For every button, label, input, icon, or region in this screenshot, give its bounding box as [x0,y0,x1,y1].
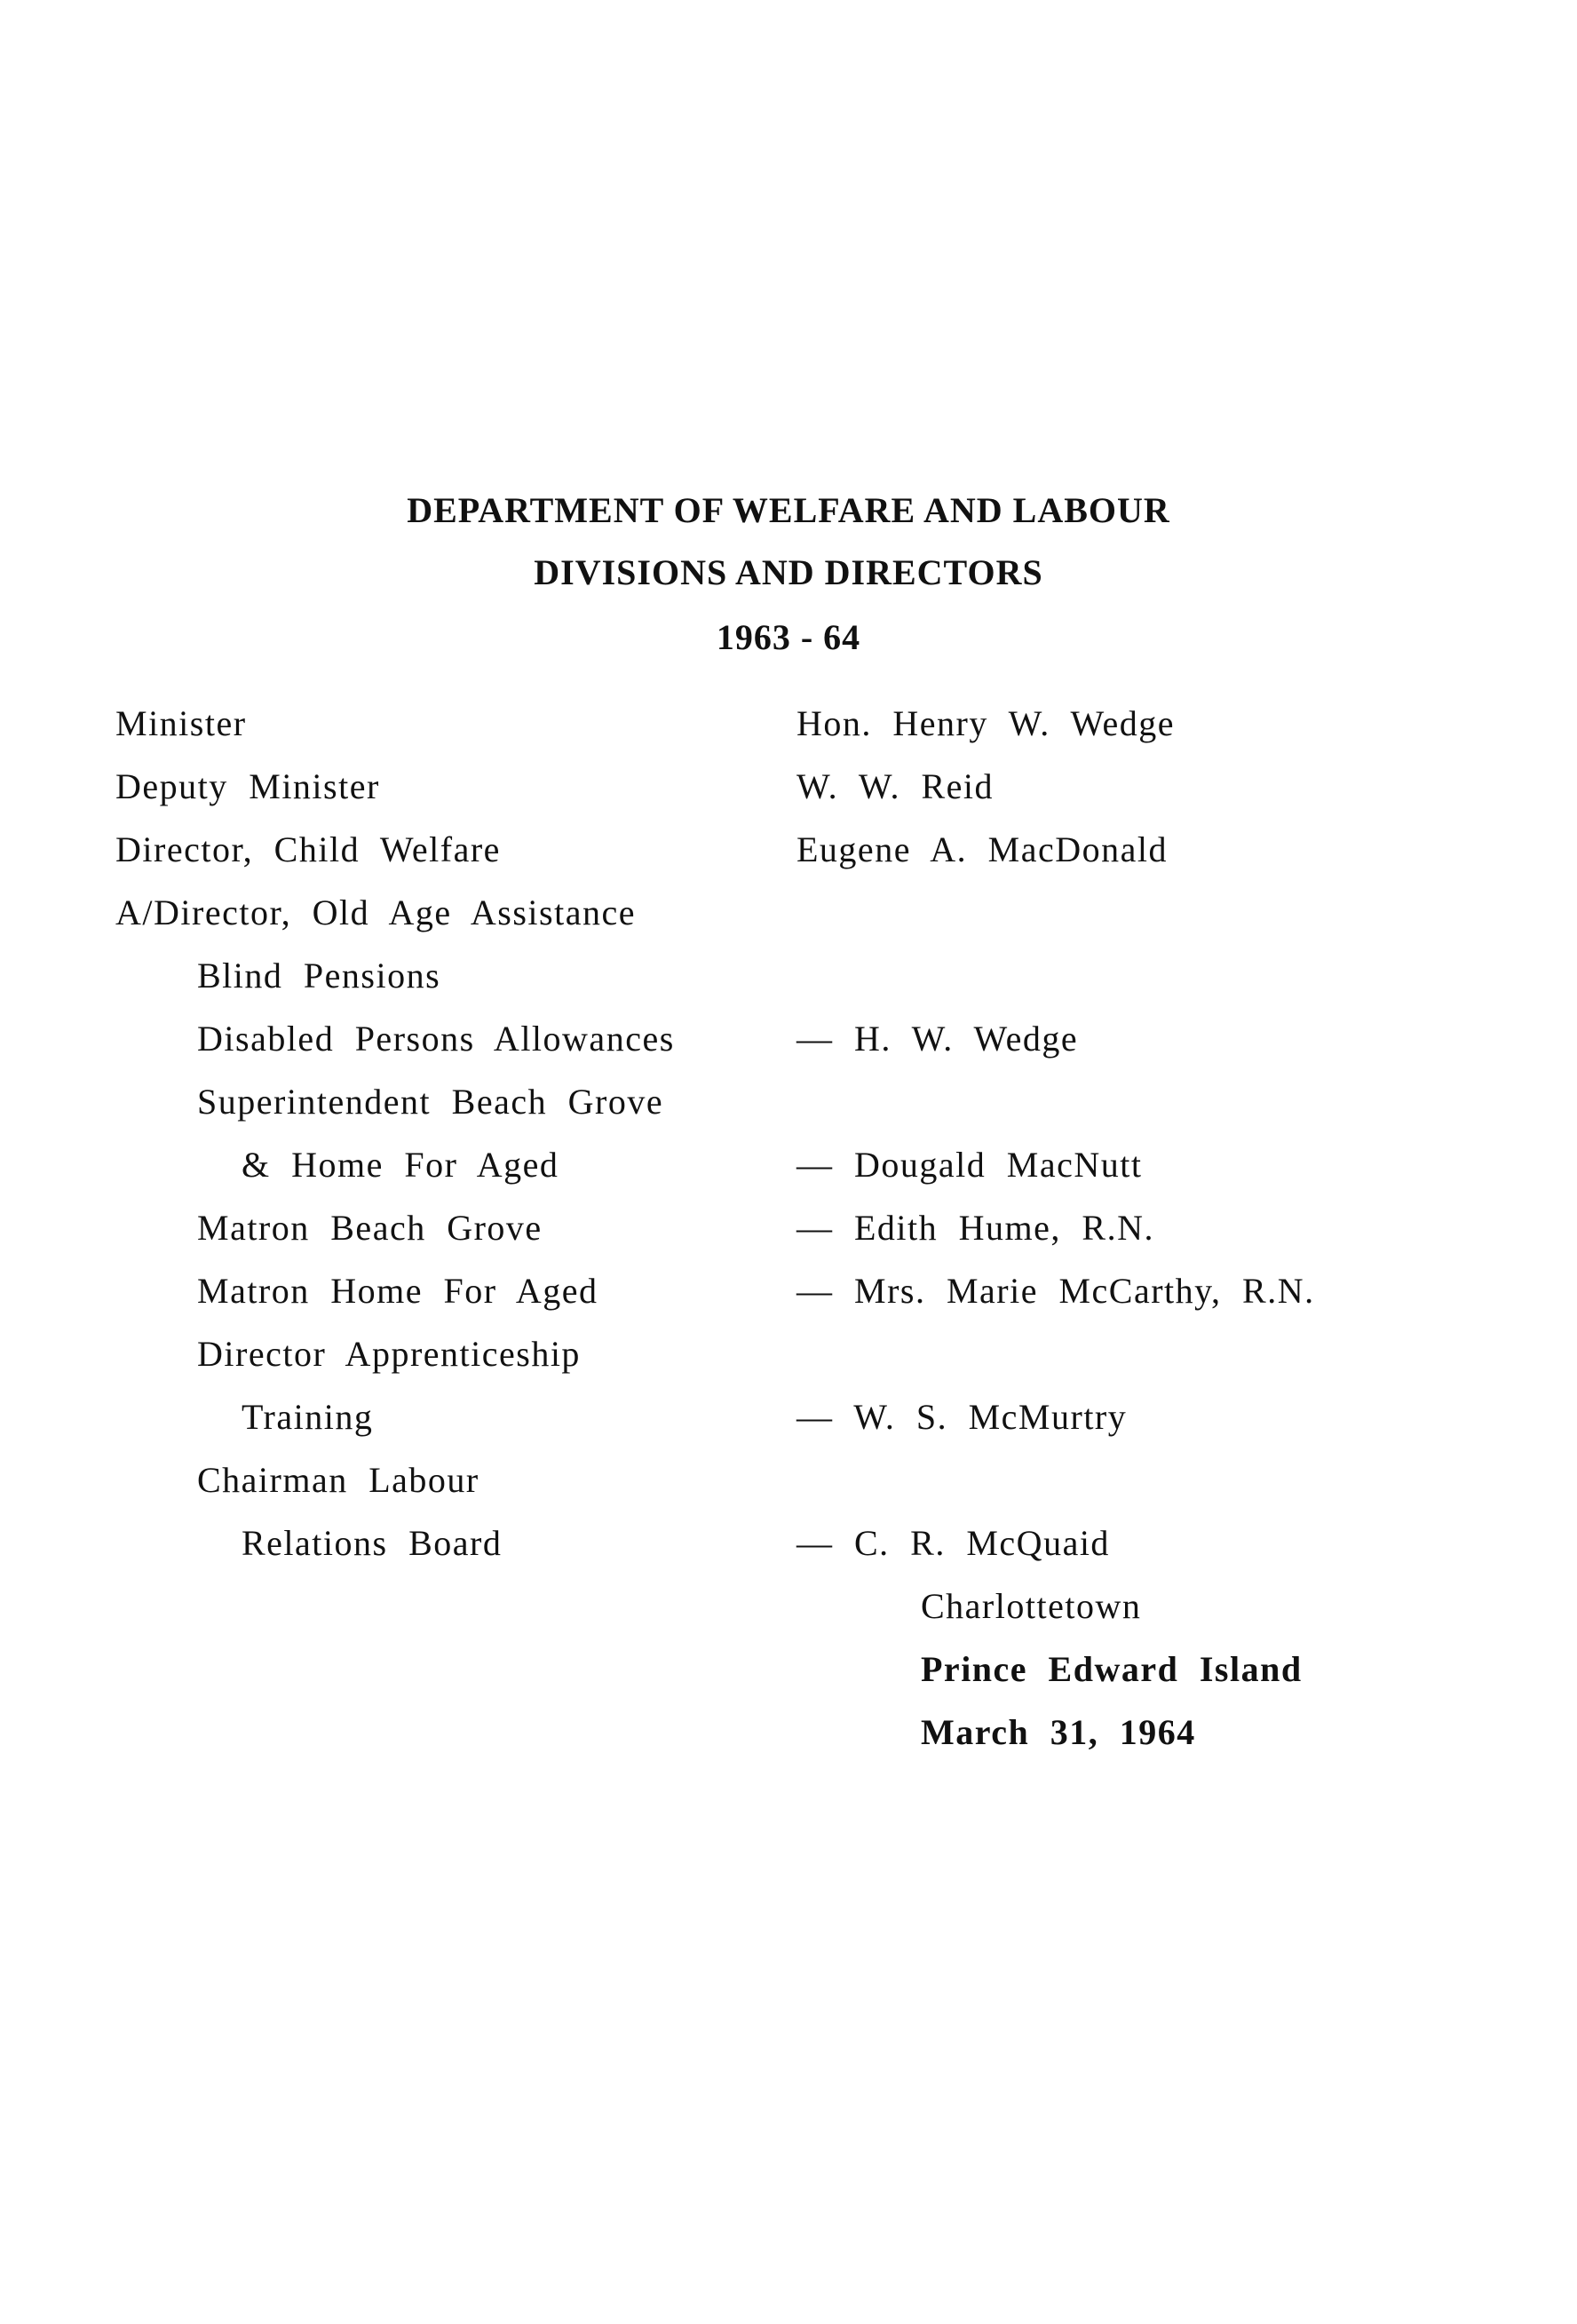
position-director-child-welfare: Director, Child Welfare [115,829,501,869]
position-training: Training [242,1397,374,1437]
name-matron-beach-grove: — Edith Hume, R.N. [796,1208,1154,1248]
name-director-child-welfare: Eugene A. MacDonald [796,829,1168,869]
footer-province: Prince Edward Island [921,1649,1303,1689]
name-home-for-aged: — Dougald MacNutt [796,1145,1143,1185]
position-relations-board: Relations Board [242,1523,503,1563]
heading-department: DEPARTMENT OF WELFARE AND LABOUR [407,490,1170,530]
name-training: — W. S. McMurtry [796,1397,1128,1437]
name-relations-board: — C. R. McQuaid [796,1523,1110,1563]
position-director-apprenticeship: Director Apprenticeship [197,1334,581,1374]
name-minister: Hon. Henry W. Wedge [796,703,1176,743]
name-deputy-minister: W. W. Reid [796,766,994,806]
position-superintendent-beach-grove: Superintendent Beach Grove [197,1082,664,1122]
position-deputy-minister: Deputy Minister [115,766,380,806]
position-director-old-age-assistance: A/Director, Old Age Assistance [115,892,636,932]
footer-date: March 31, 1964 [921,1712,1196,1752]
position-matron-home-for-aged: Matron Home For Aged [197,1271,598,1311]
footer-city: Charlottetown [921,1586,1142,1626]
position-chairman-labour: Chairman Labour [197,1460,479,1500]
position-minister: Minister [115,703,247,743]
name-matron-home-for-aged: — Mrs. Marie McCarthy, R.N. [796,1271,1315,1311]
name-disabled-persons-allowances: — H. W. Wedge [796,1019,1079,1059]
heading-year: 1963 - 64 [716,617,861,657]
position-home-for-aged: & Home For Aged [242,1145,559,1185]
position-blind-pensions: Blind Pensions [197,956,441,995]
heading-divisions: DIVISIONS AND DIRECTORS [534,552,1043,592]
position-matron-beach-grove: Matron Beach Grove [197,1208,543,1248]
position-disabled-persons-allowances: Disabled Persons Allowances [197,1019,675,1059]
